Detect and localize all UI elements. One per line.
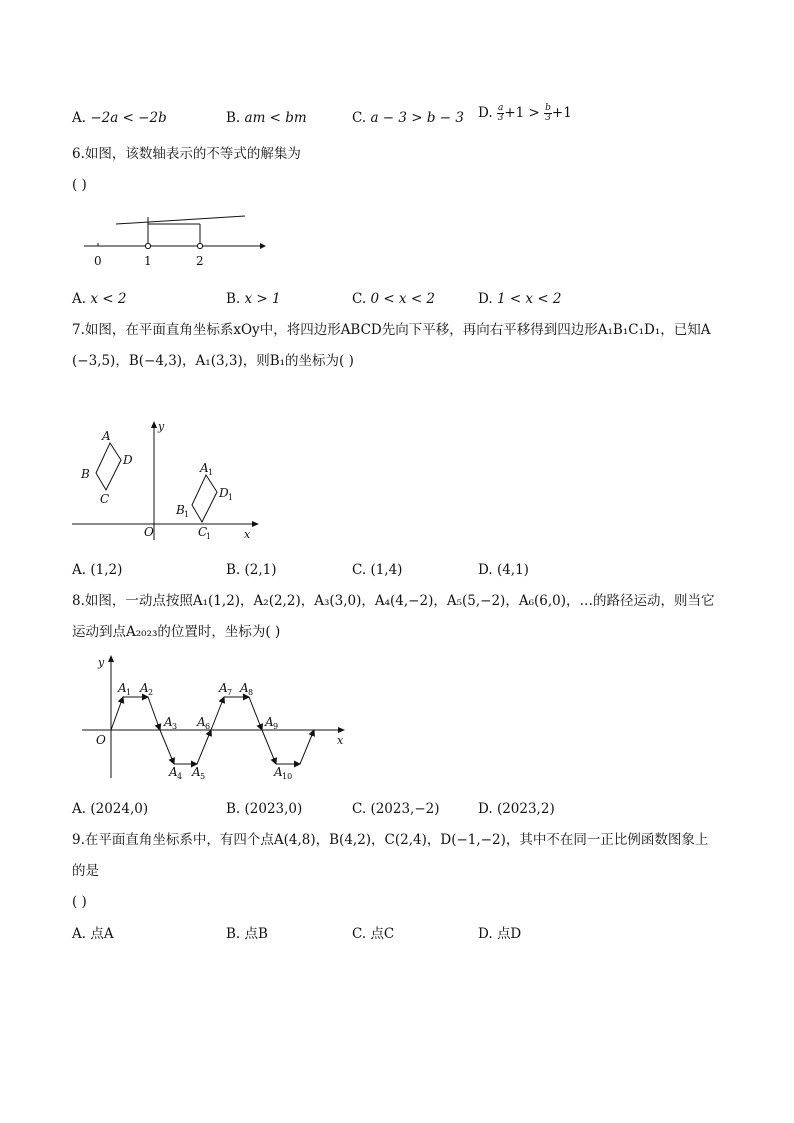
q8-option-a: A. (2024,0) [72,801,149,817]
path-seg-a3-a4 [160,730,174,764]
q5-option-a: A. −2a < −2b [72,110,167,126]
q7-coordinate-figure [70,418,262,543]
svg-text:2: 2 [148,688,154,697]
svg-text:A: A [197,715,206,729]
q9-paren: ( ) [72,894,87,910]
q6-paren: ( ) [72,177,87,193]
label-d1-sub: 1 [228,493,234,502]
q9-stem-line1: 9.在平面直角坐标系中，有四个点A(4,8)，B(4,2)，C(2,4)，D(−1,−2)，其中不在同一正比例函数图象上 [72,832,709,848]
label-origin: O [144,525,154,539]
y-axis-arrow [108,655,114,662]
label-a1-sub: 1 [208,468,214,477]
ray-top [116,216,245,224]
svg-text:A: A [274,765,283,779]
svg-text:4: 4 [177,772,183,781]
label-a1: A [200,461,209,475]
svg-text:A: A [164,715,173,729]
q6-number-line-figure [80,205,270,270]
svg-text:A: A [169,765,178,779]
path-seg-a6-a7 [211,697,224,730]
path-seg-a2-a3 [148,697,160,730]
q8-option-c: C. (2023,−2) [352,801,440,817]
label-c1: C [198,525,208,539]
number-line-arrow [260,243,266,249]
q7-option-b: B. (2,1) [226,562,277,578]
q6-option-d: D. 1 < x < 2 [478,291,562,307]
open-circle-1 [145,243,150,248]
label-x-axis: x [244,528,251,541]
label-a5 [191,765,205,781]
open-circle-2 [197,243,202,248]
label-a8 [239,681,253,697]
svg-text:A: A [192,765,201,779]
label-a10 [273,765,292,781]
label-c: C [100,492,110,506]
q9-option-d: D. 点D [478,926,522,942]
svg-text:6: 6 [205,722,211,731]
svg-text:A: A [219,681,228,695]
path-seg-a8-a9 [249,697,262,730]
label-y-axis: y [98,656,105,669]
label-y-axis: y [158,420,165,433]
q5-option-d: D. $\frac{a}{3}$ +1 > $\frac{b}{3}$ +1 [478,103,572,123]
label-b1-sub: 1 [184,510,190,519]
q7-option-c: C. (1,4) [352,562,403,578]
q6-option-b: B. x > 1 [226,291,281,307]
svg-text:5: 5 [200,772,206,781]
q9-option-c: C. 点C [352,926,395,942]
svg-text:A: A [140,681,149,695]
label-a6 [196,715,210,731]
q6-option-a: A. x < 2 [72,291,127,307]
axis-label-2: 2 [196,254,204,268]
label-d: D [123,453,133,467]
fraction-b-over-3: $\frac{b}{3}$ [545,103,551,123]
label-a3 [163,715,177,731]
svg-text:7: 7 [227,688,233,697]
label-a9 [264,715,278,731]
x-axis-arrow [252,521,259,527]
svg-text:3: 3 [172,722,178,731]
svg-text:1: 1 [126,688,132,697]
label-a2 [139,681,153,697]
path-seg-a11-end [300,730,314,764]
q9-stem-line2: 的是 [72,863,99,879]
q7-option-a: A. (1,2) [72,562,123,578]
svg-text:9: 9 [273,722,279,731]
label-a7 [218,681,232,697]
q8-stem-line2: 运动到点A₂₀₂₃的位置时，坐标为( ) [72,624,281,640]
label-d1: D [219,486,229,500]
svg-text:8: 8 [248,688,254,697]
svg-text:A: A [240,681,249,695]
q8-option-d: D. (2023,2) [478,801,555,817]
path-seg-a9-a10 [262,730,276,764]
label-origin: O [96,733,106,747]
axis-label-1: 1 [144,254,152,268]
label-c1-sub: 1 [206,532,212,541]
q5-option-b: B. am < bm [226,110,307,126]
svg-text:A: A [118,681,127,695]
label-b: B [81,467,90,481]
label-x-axis: x [337,734,344,747]
q9-option-a: A. 点A [72,926,114,942]
x-axis-arrow [338,727,345,733]
q6-option-c: C. 0 < x < 2 [352,291,436,307]
svg-text:A: A [265,715,274,729]
q5-option-c: C. a − 3 > b − 3 [352,110,464,126]
svg-text:10: 10 [282,772,293,781]
q8-option-b: B. (2023,0) [226,801,303,817]
q7-option-d: D. (4,1) [478,562,529,578]
label-a4 [168,765,182,781]
q8-path-figure [76,650,356,785]
path-seg-a5-a6 [197,730,211,764]
label-b1: B [176,503,185,517]
label-a1 [117,681,131,697]
path-seg-o-a1 [111,697,123,730]
q6-stem: 6.如图，该数轴表示的不等式的解集为 [72,146,301,162]
quadrilateral-a1b1c1d1 [192,475,217,522]
q9-option-b: B. 点B [226,926,268,942]
q7-stem-line1: 7.如图，在平面直角坐标系xOy中，将四边形ABCD先向下平移，再向右平移得到四边形A₁B₁C₁D₁，已知A [72,322,711,338]
q8-stem-line1: 8.如图，一动点按照A₁(1,2)，A₂(2,2)，A₃(3,0)，A₄(4,−2)，A₅(5,−2)，A₆(6,0)，…的路径运动，则当它 [72,593,715,609]
y-axis-arrow [151,421,157,428]
label-a: A [102,429,111,443]
fraction-a-over-3: $\frac{a}{3}$ [497,103,504,123]
q7-stem-line2: (−3,5)，B(−4,3)，A₁(3,3)，则B₁的坐标为( ) [72,353,354,369]
quadrilateral-abcd [96,443,121,490]
axis-label-0: 0 [94,254,102,268]
